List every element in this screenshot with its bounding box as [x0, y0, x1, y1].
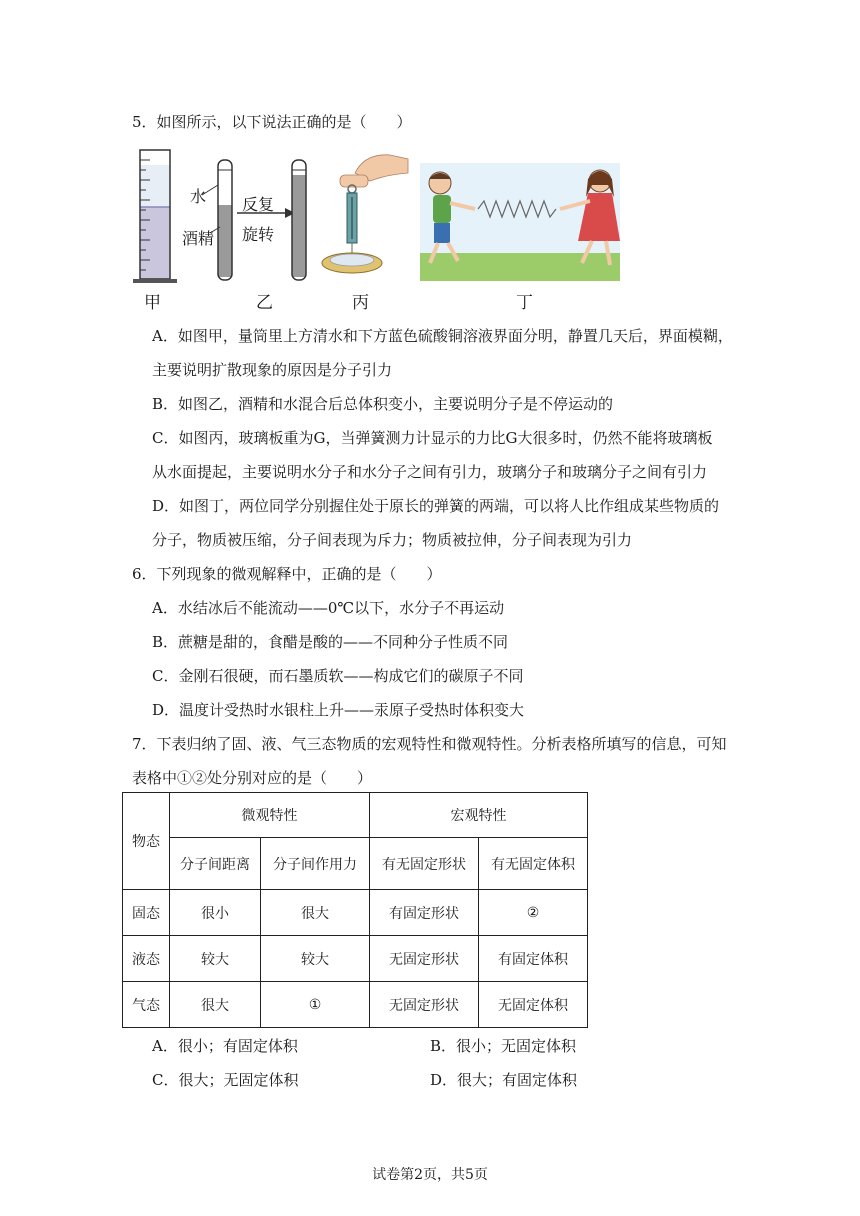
- measuring-cylinder-jia: [133, 150, 177, 283]
- sub-header: 分子间距离: [170, 838, 261, 890]
- q7-stem-line1: 7．下表归纳了固、液、气三态物质的宏观特性和微观特性。分析表格所填写的信息，可知: [132, 735, 727, 753]
- arrow-bottom-label: 旋转: [242, 225, 275, 244]
- figure-label-bing: 丙: [352, 293, 369, 313]
- page-footer: 试卷第2页，共5页: [372, 1167, 488, 1183]
- table-row: [123, 982, 588, 1028]
- table-row: [123, 936, 588, 982]
- test-tube-after: [292, 160, 306, 280]
- table-cell: 很小: [170, 890, 261, 936]
- q7-option-a: A．很小；有固定体积: [152, 1037, 298, 1055]
- q6-option-b: B．蔗糖是甜的，食醋是酸的——不同种分子性质不同: [152, 633, 509, 651]
- q7-option-c: C．很大；无固定体积: [152, 1071, 299, 1089]
- q7-option-d: D．很大；有固定体积: [430, 1071, 578, 1089]
- table-cell: ①: [261, 982, 370, 1028]
- table-cell: 有固定体积: [479, 936, 588, 982]
- arrow-top-label: 反复: [242, 195, 275, 214]
- table-cell: 有固定形状: [370, 890, 479, 936]
- state-header: 物态: [123, 793, 170, 890]
- state-cell: 气态: [123, 982, 170, 1028]
- sub-header: 有无固定形状: [370, 838, 479, 890]
- macro-header: 宏观特性: [370, 793, 588, 838]
- table-row: [123, 890, 588, 936]
- table-cell: ②: [479, 890, 588, 936]
- table-cell: 很大: [261, 890, 370, 936]
- table-cell: 较大: [261, 936, 370, 982]
- sub-header: 有无固定体积: [479, 838, 588, 890]
- q7-option-b: B．很小；无固定体积: [430, 1037, 577, 1055]
- figure-label-jia: 甲: [144, 293, 161, 313]
- spring-scale-bing: [322, 155, 408, 273]
- figure-label-ding: 丁: [516, 293, 533, 313]
- q7-stem-line2: 表格中①②处分别对应的是（ ）: [132, 769, 373, 787]
- table-cell: 无固定形状: [370, 982, 479, 1028]
- water-label: 水: [190, 187, 207, 206]
- states-of-matter-table: [122, 792, 588, 1028]
- q5-option-c-line2: 从水面提起，主要说明水分子和水分子之间有引力，玻璃分子和玻璃分子之间有引力: [152, 463, 708, 481]
- q5-option-c-line1: C．如图丙，玻璃板重为G，当弹簧测力计显示的力比G大很多时，仍然不能将玻璃板: [152, 429, 713, 447]
- sub-header: 分子间作用力: [261, 838, 370, 890]
- state-cell: 液态: [123, 936, 170, 982]
- figure-label-yi: 乙: [256, 293, 273, 313]
- q6-option-c: C．金刚石很硬，而石墨质软——构成它们的碳原子不同: [152, 667, 524, 685]
- q6-stem: 6．下列现象的微观解释中，正确的是（ ）: [132, 565, 442, 583]
- q5-option-a-line1: A．如图甲，量筒里上方清水和下方蓝色硫酸铜溶液界面分明，静置几天后，界面模糊，: [152, 327, 733, 345]
- q5-option-d-line1: D．如图丁，两位同学分别握住处于原长的弹簧的两端，可以将人比作组成某些物质的: [152, 497, 720, 515]
- q6-option-d: D．温度计受热时水银柱上升——汞原子受热时体积变大: [152, 701, 525, 719]
- table-cell: 较大: [170, 936, 261, 982]
- kids-spring-ding: [420, 163, 620, 281]
- q5-stem: 5．如图所示，以下说法正确的是（ ）: [132, 113, 412, 131]
- q5-option-a-line2: 主要说明扩散现象的原因是分子引力: [152, 361, 393, 379]
- state-cell: 固态: [123, 890, 170, 936]
- q5-option-d-line2: 分子，物质被压缩，分子间表现为斥力；物质被拉伸，分子间表现为引力: [152, 531, 633, 549]
- q5-figure: [130, 145, 630, 290]
- q6-option-a: A．水结冰后不能流动——0℃以下，水分子不再运动: [152, 599, 505, 617]
- test-tube-before: [202, 160, 232, 280]
- table-cell: 很大: [170, 982, 261, 1028]
- alcohol-label: 酒精: [182, 229, 215, 248]
- q5-option-b: B．如图乙，酒精和水混合后总体积变小，主要说明分子是不停运动的: [152, 395, 614, 413]
- micro-header: 微观特性: [170, 793, 370, 838]
- table-cell: 无固定形状: [370, 936, 479, 982]
- table-cell: 无固定体积: [479, 982, 588, 1028]
